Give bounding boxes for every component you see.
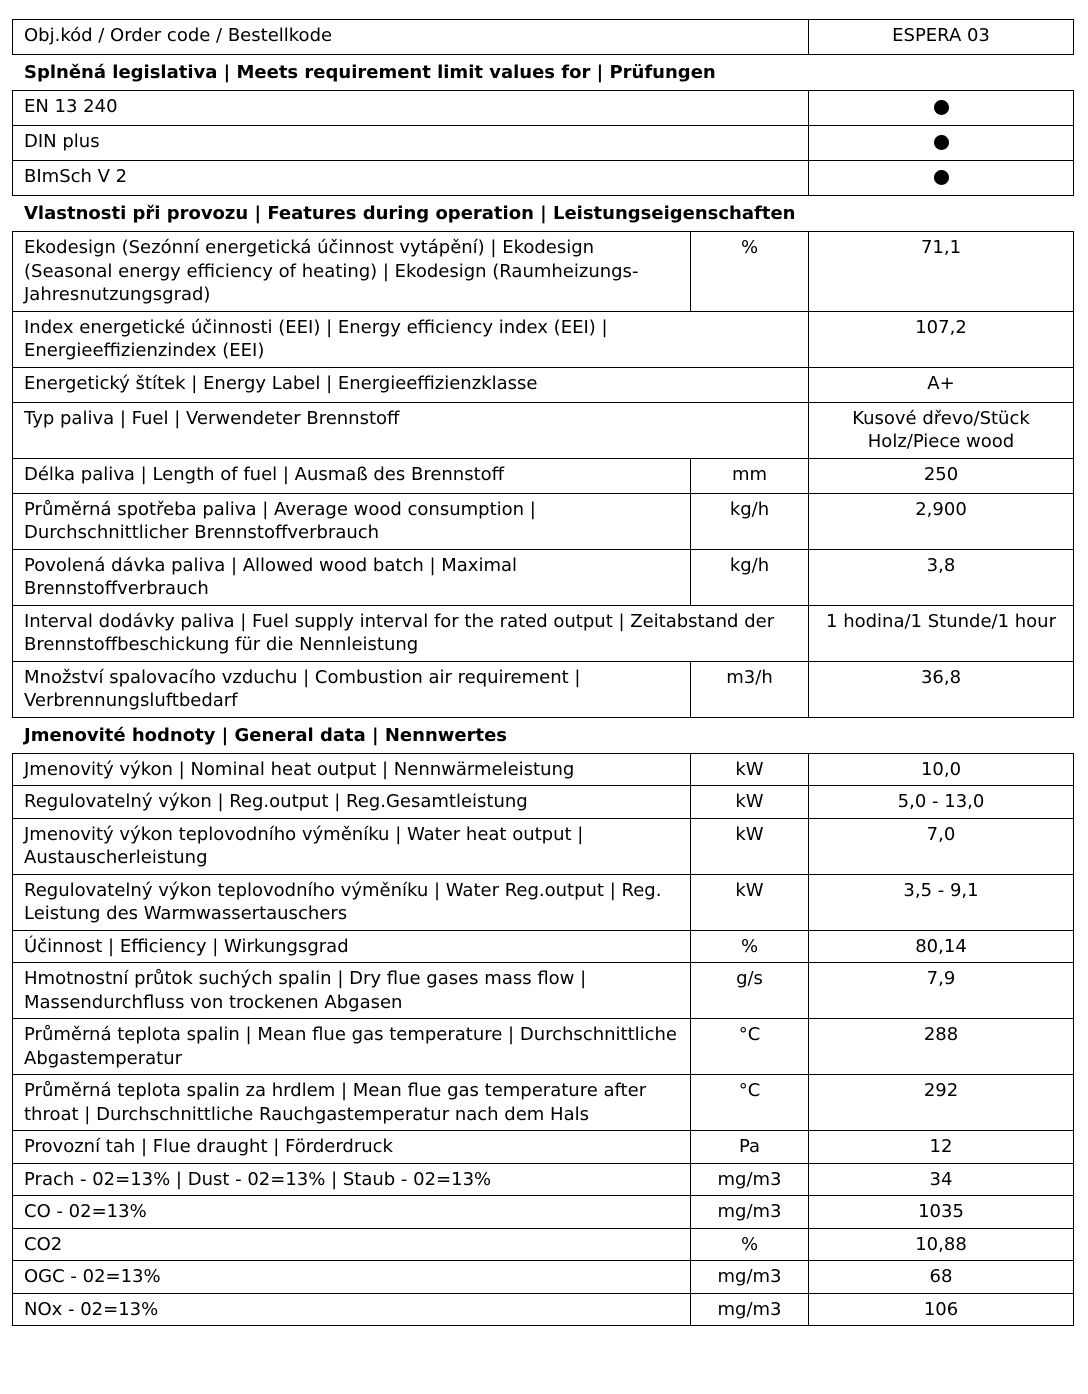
row-unit: % bbox=[691, 930, 809, 963]
table-row bbox=[13, 493, 1074, 549]
row-value: 5,0 - 13,0 bbox=[809, 786, 1074, 819]
row-label: EN 13 240 bbox=[13, 91, 809, 126]
filled-circle-icon bbox=[934, 135, 949, 150]
row-label: CO - 02=13% bbox=[13, 1196, 691, 1229]
table-row bbox=[13, 1019, 1074, 1075]
table-row bbox=[13, 458, 1074, 493]
table-row bbox=[13, 605, 1074, 661]
row-value: 10,88 bbox=[809, 1228, 1074, 1261]
row-value: 250 bbox=[809, 458, 1074, 493]
row-label: Index energetické účinnosti (EEI) | Energy efficiency index (EEI) | Energieeffizienzindex (EEI) bbox=[13, 311, 809, 367]
table-row bbox=[13, 402, 1074, 458]
table-row bbox=[13, 232, 1074, 312]
row-value: 36,8 bbox=[809, 661, 1074, 717]
row-label: Interval dodávky paliva | Fuel supply interval for the rated output | Zeitabstand der Brennstoffbeschickung für die Nennleistung bbox=[13, 605, 809, 661]
table-row bbox=[13, 1228, 1074, 1261]
table-row bbox=[13, 1196, 1074, 1229]
row-value: 12 bbox=[809, 1131, 1074, 1164]
row-value: Kusové dřevo/Stück Holz/Piece wood bbox=[809, 402, 1074, 458]
features-table bbox=[12, 231, 1074, 718]
row-unit: mg/m3 bbox=[691, 1196, 809, 1229]
row-value: 288 bbox=[809, 1019, 1074, 1075]
row-label: NOx - 02=13% bbox=[13, 1293, 691, 1326]
legislation-table bbox=[12, 90, 1074, 196]
row-value: 3,5 - 9,1 bbox=[809, 874, 1074, 930]
row-unit: mg/m3 bbox=[691, 1261, 809, 1294]
row-unit: mm bbox=[691, 458, 809, 493]
row-unit: °C bbox=[691, 1019, 809, 1075]
row-label: Regulovatelný výkon teplovodního výměníku | Water Reg.output | Reg. Leistung des Warmwassertauschers bbox=[13, 874, 691, 930]
row-label: Typ paliva | Fuel | Verwendeter Brennstoff bbox=[13, 402, 809, 458]
row-value: A+ bbox=[809, 367, 1074, 402]
table-row bbox=[13, 91, 1074, 126]
row-label: Ekodesign (Sezónní energetická účinnost vytápění) | Ekodesign (Seasonal energy efficiency of heating) | Ekodesign (Raumheizungs-Jahresnutzungsgrad) bbox=[13, 232, 691, 312]
table-row bbox=[13, 1261, 1074, 1294]
row-label: Provozní tah | Flue draught | Förderdruck bbox=[13, 1131, 691, 1164]
row-value: 107,2 bbox=[809, 311, 1074, 367]
row-value: 2,900 bbox=[809, 493, 1074, 549]
row-label: Energetický štítek | Energy Label | Energieeffizienzklasse bbox=[13, 367, 809, 402]
section-title-features: Vlastnosti při provozu | Features during operation | Leistungseigenschaften bbox=[24, 203, 796, 224]
row-unit: kW bbox=[691, 786, 809, 819]
order-code-value: ESPERA 03 bbox=[809, 20, 1074, 55]
row-label: Prach - 02=13% | Dust - 02=13% | Staub - 02=13% bbox=[13, 1163, 691, 1196]
table-row bbox=[13, 1293, 1074, 1326]
row-label: Průměrná teplota spalin za hrdlem | Mean flue gas temperature after throat | Durchschnittliche Rauchgastemperatur nach dem Hals bbox=[13, 1075, 691, 1131]
row-label: Průměrná spotřeba paliva | Average wood consumption | Durchschnittlicher Brennstoffverbrauch bbox=[13, 493, 691, 549]
row-label: Regulovatelný výkon | Reg.output | Reg.Gesamtleistung bbox=[13, 786, 691, 819]
spec-sheet bbox=[12, 19, 1073, 1326]
table-row bbox=[13, 549, 1074, 605]
row-unit: g/s bbox=[691, 963, 809, 1019]
section-title-general: Jmenovité hodnoty | General data | Nennwertes bbox=[24, 724, 508, 746]
section-title-legislation: Splněná legislativa | Meets requirement limit values for | Prüfungen bbox=[24, 62, 716, 83]
row-value: 1 hodina/1 Stunde/1 hour bbox=[809, 605, 1074, 661]
order-code-table bbox=[12, 19, 1074, 55]
row-label: DIN plus bbox=[13, 126, 809, 161]
table-row bbox=[13, 661, 1074, 717]
row-value: 106 bbox=[809, 1293, 1074, 1326]
table-row bbox=[13, 753, 1074, 786]
row-unit: % bbox=[691, 1228, 809, 1261]
row-unit: kg/h bbox=[691, 549, 809, 605]
row-unit: kg/h bbox=[691, 493, 809, 549]
row-label: Hmotnostní průtok suchých spalin | Dry flue gases mass flow | Massendurchfluss von trockenen Abgasen bbox=[13, 963, 691, 1019]
row-value: 71,1 bbox=[809, 232, 1074, 312]
row-label: Množství spalovacího vzduchu | Combustion air requirement | Verbrennungsluftbedarf bbox=[13, 661, 691, 717]
table-row bbox=[13, 930, 1074, 963]
row-value: 10,0 bbox=[809, 753, 1074, 786]
order-code-label: Obj.kód / Order code / Bestellkode bbox=[13, 20, 809, 55]
row-label: BImSch V 2 bbox=[13, 161, 809, 196]
row-unit: kW bbox=[691, 753, 809, 786]
general-table bbox=[12, 753, 1074, 1327]
table-row bbox=[13, 161, 1074, 196]
row-label: Jmenovitý výkon | Nominal heat output | Nennwärmeleistung bbox=[13, 753, 691, 786]
table-row bbox=[13, 126, 1074, 161]
table-row bbox=[13, 1163, 1074, 1196]
row-label: Jmenovitý výkon teplovodního výměníku | Water heat output | Austauscherleistung bbox=[13, 818, 691, 874]
table-row bbox=[13, 1131, 1074, 1164]
row-unit: mg/m3 bbox=[691, 1293, 809, 1326]
row-value: 292 bbox=[809, 1075, 1074, 1131]
row-unit: mg/m3 bbox=[691, 1163, 809, 1196]
table-row bbox=[13, 786, 1074, 819]
row-unit: % bbox=[691, 232, 809, 312]
row-unit: kW bbox=[691, 874, 809, 930]
row-unit: Pa bbox=[691, 1131, 809, 1164]
table-row bbox=[13, 963, 1074, 1019]
row-label: OGC - 02=13% bbox=[13, 1261, 691, 1294]
row-value: 3,8 bbox=[809, 549, 1074, 605]
row-label: Délka paliva | Length of fuel | Ausmaß des Brennstoff bbox=[13, 458, 691, 493]
table-row bbox=[13, 367, 1074, 402]
row-unit: °C bbox=[691, 1075, 809, 1131]
row-unit: m3/h bbox=[691, 661, 809, 717]
row-unit: kW bbox=[691, 818, 809, 874]
order-code-row bbox=[13, 20, 1074, 55]
row-label: Průměrná teplota spalin | Mean flue gas temperature | Durchschnittliche Abgastemperatur bbox=[13, 1019, 691, 1075]
row-label: Účinnost | Efficiency | Wirkungsgrad bbox=[13, 930, 691, 963]
row-value: 34 bbox=[809, 1163, 1074, 1196]
row-value: 7,9 bbox=[809, 963, 1074, 1019]
row-value: 68 bbox=[809, 1261, 1074, 1294]
row-value: 1035 bbox=[809, 1196, 1074, 1229]
table-row bbox=[13, 1075, 1074, 1131]
row-label: Povolená dávka paliva | Allowed wood batch | Maximal Brennstoffverbrauch bbox=[13, 549, 691, 605]
table-row bbox=[13, 311, 1074, 367]
row-label: CO2 bbox=[13, 1228, 691, 1261]
filled-circle-icon bbox=[934, 170, 949, 185]
filled-circle-icon bbox=[934, 100, 949, 115]
table-row bbox=[13, 874, 1074, 930]
row-value: 7,0 bbox=[809, 818, 1074, 874]
table-row bbox=[13, 818, 1074, 874]
row-value: 80,14 bbox=[809, 930, 1074, 963]
